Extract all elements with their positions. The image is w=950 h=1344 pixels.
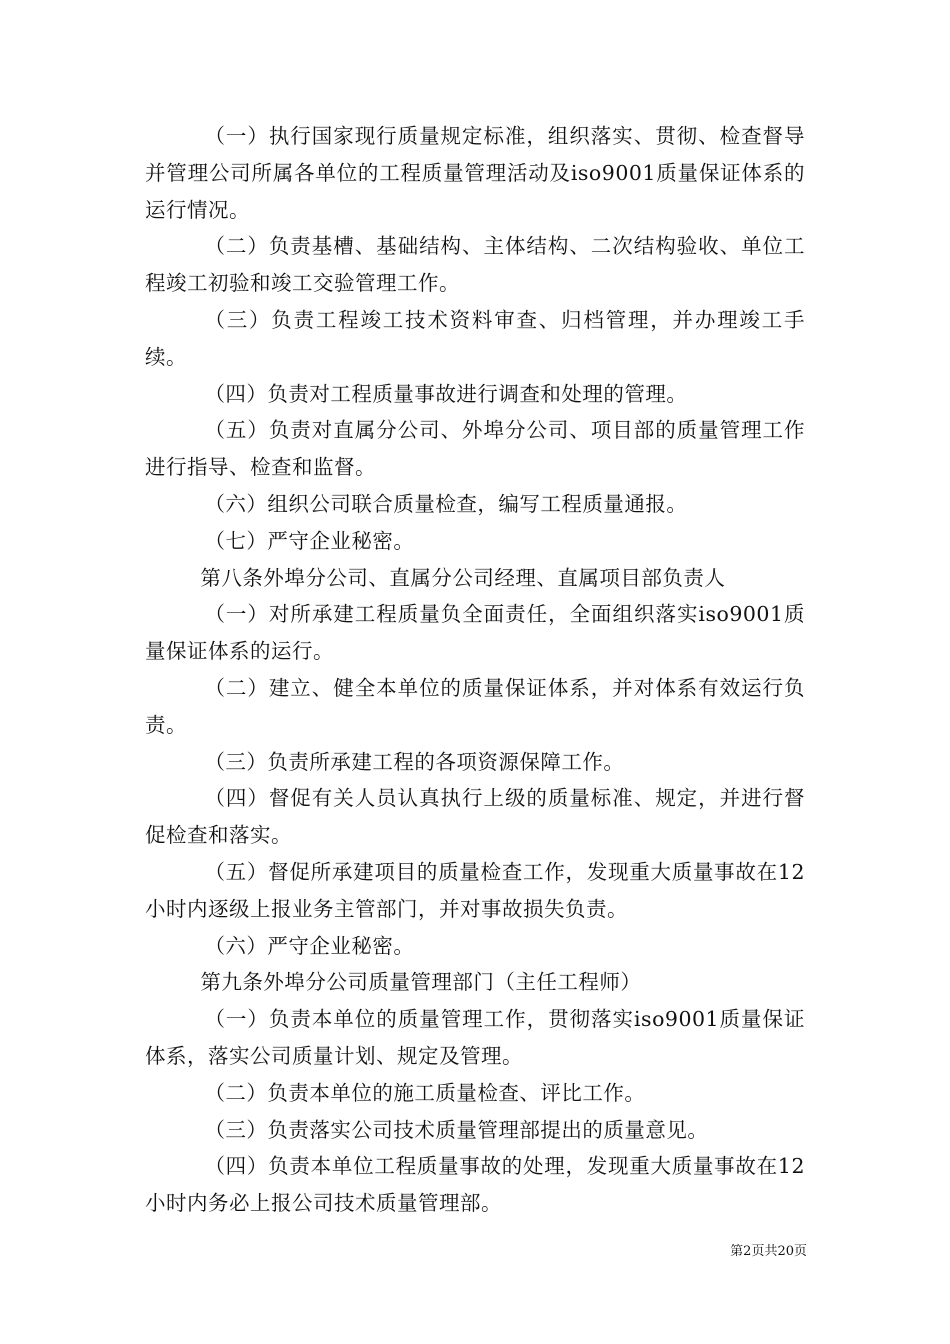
paragraph-3: （三）负责工程竣工技术资料审查、归档管理，并办理竣工手续。: [145, 307, 805, 369]
paragraph-12: （四）督促有关人员认真执行上级的质量标准、规定，并进行督促检查和落实。: [145, 786, 805, 848]
page-number-footer: 第2页共20页: [730, 1244, 807, 1259]
paragraph-1: （一）执行国家现行质量规定标准，组织落实、贯彻、检查督导并管理公司所属各单位的工程质量管理活动及iso9001质量保证体系的运行情况。: [145, 124, 805, 222]
paragraph-9: （一）对所承建工程质量负全面责任，全面组织落实iso9001质量保证体系的运行。: [145, 602, 805, 664]
paragraph-14: （六）严守企业秘密。: [204, 933, 415, 958]
paragraph-17: （二）负责本单位的施工质量检查、评比工作。: [204, 1080, 646, 1105]
paragraph-19: （四）负责本单位工程质量事故的处理，发现重大质量事故在12小时内务必上报公司技术质量管理部。: [145, 1154, 805, 1216]
paragraph-11: （三）负责所承建工程的各项资源保障工作。: [204, 749, 625, 774]
paragraph-6: （六）组织公司联合质量检查，编写工程质量通报。: [204, 491, 688, 516]
document-body: [145, 118, 805, 1222]
paragraph-4: （四）负责对工程质量事故进行调查和处理的管理。: [204, 381, 688, 406]
paragraph-13: （五）督促所承建项目的质量检查工作，发现重大质量事故在12小时内逐级上报业务主管部门，并对事故损失负责。: [145, 859, 805, 921]
paragraph-16: （一）负责本单位的质量管理工作，贯彻落实iso9001质量保证体系，落实公司质量计划、规定及管理。: [145, 1007, 805, 1068]
paragraph-18: （三）负责落实公司技术质量管理部提出的质量意见。: [204, 1117, 709, 1142]
paragraph-5: （五）负责对直属分公司、外埠分公司、项目部的质量管理工作进行指导、检查和监督。: [145, 418, 805, 480]
paragraph-2: （二）负责基槽、基础结构、主体结构、二次结构验收、单位工程竣工初验和竣工交验管理工作。: [145, 234, 805, 296]
article-heading-8: 第八条外埠分公司、直属分公司经理、直属项目部负责人: [200, 565, 726, 590]
paragraph-7: （七）严守企业秘密。: [204, 528, 415, 553]
article-heading-9: 第九条外埠分公司质量管理部门（主任工程师）: [200, 970, 642, 995]
paragraph-10: （二）建立、健全本单位的质量保证体系，并对体系有效运行负责。: [145, 675, 805, 737]
